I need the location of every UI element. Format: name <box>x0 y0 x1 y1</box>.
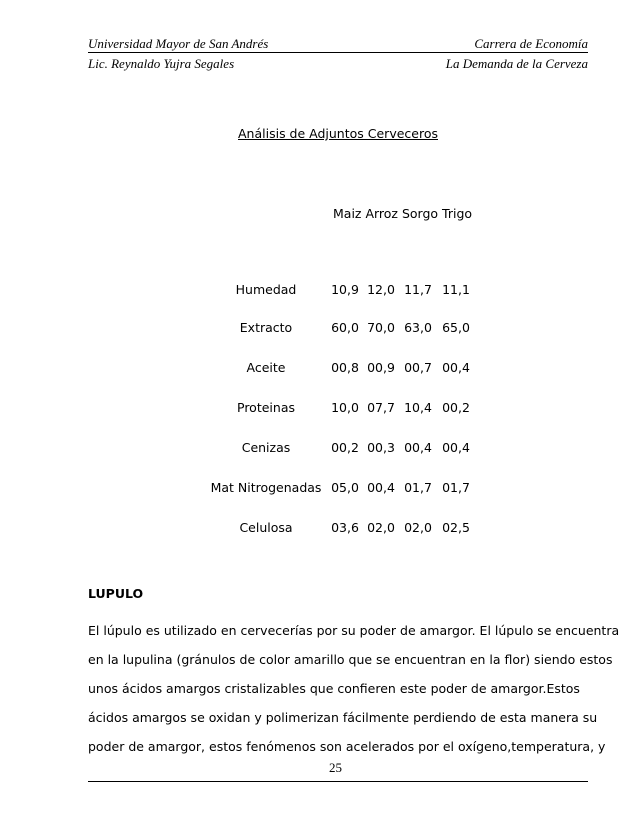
header-department: Carrera de Economía <box>474 36 588 51</box>
section-heading: LUPULO <box>88 586 144 601</box>
table-cell: 07,7 <box>367 400 395 415</box>
table-cell: 01,7 <box>404 480 432 495</box>
section-paragraph <box>88 616 620 761</box>
table-cell: 10,0 <box>331 400 359 415</box>
paragraph-line: poder de amargor, estos fenómenos son acelerados por el oxígeno,temperatura, y <box>88 739 606 754</box>
table-title: Análisis de Adjuntos Cerveceros <box>238 126 438 141</box>
table-cell: 12,0 <box>367 282 395 297</box>
page-number: 25 <box>329 760 342 775</box>
paragraph-line: ácidos amargos se oxidan y polimerizan fácilmente perdiendo de esta manera su <box>88 710 598 725</box>
table-cell: 00,8 <box>331 360 359 375</box>
table-cell: 01,7 <box>442 480 470 495</box>
table-cell: 00,2 <box>442 400 470 415</box>
table-cell: 02,0 <box>404 520 432 535</box>
footer-rule <box>88 781 588 782</box>
table-row-label: Humedad <box>235 282 297 297</box>
table-cell: 11,7 <box>404 282 432 297</box>
table-cell: 63,0 <box>404 320 432 335</box>
table-cell: 00,4 <box>442 440 470 455</box>
header-document-title: La Demanda de la Cerveza <box>445 56 588 71</box>
header-author: Lic. Reynaldo Yujra Segales <box>88 56 235 71</box>
table-row-label: Cenizas <box>241 440 291 455</box>
table-cell: 00,4 <box>404 440 432 455</box>
table-column-headers: Maiz Arroz Sorgo Trigo <box>333 206 473 221</box>
table-row-label: Aceite <box>246 360 286 375</box>
table-cell: 00,3 <box>367 440 395 455</box>
table-cell: 65,0 <box>442 320 470 335</box>
table-row-label: Extracto <box>239 320 293 335</box>
table-row-label: Mat Nitrogenadas <box>210 480 322 495</box>
paragraph-line: unos ácidos amargos cristalizables que confieren este poder de amargor.Estos <box>88 681 580 696</box>
table-cell: 02,0 <box>367 520 395 535</box>
table-row-label: Celulosa <box>239 520 293 535</box>
table-cell: 00,9 <box>367 360 395 375</box>
table-cell: 11,1 <box>442 282 470 297</box>
table-cell: 00,2 <box>331 440 359 455</box>
table-cell: 02,5 <box>442 520 470 535</box>
table-cell: 10,9 <box>331 282 359 297</box>
table-cell: 05,0 <box>331 480 359 495</box>
paragraph-line: El lúpulo es utilizado en cervecerías por su poder de amargor. El lúpulo se encuentra <box>88 623 620 638</box>
header-rule <box>88 52 588 53</box>
table-cell: 70,0 <box>367 320 395 335</box>
table-cell: 60,0 <box>331 320 359 335</box>
table-cell: 00,4 <box>442 360 470 375</box>
header-university: Universidad Mayor de San Andrés <box>88 36 269 51</box>
table-row-label: Proteinas <box>237 400 295 415</box>
paragraph-line: en la lupulina (gránulos de color amarillo que se encuentran en la flor) siendo estos <box>88 652 613 667</box>
table-cell: 03,6 <box>331 520 359 535</box>
table-cell: 10,4 <box>404 400 432 415</box>
table-cell: 00,7 <box>404 360 432 375</box>
table-cell: 00,4 <box>367 480 395 495</box>
